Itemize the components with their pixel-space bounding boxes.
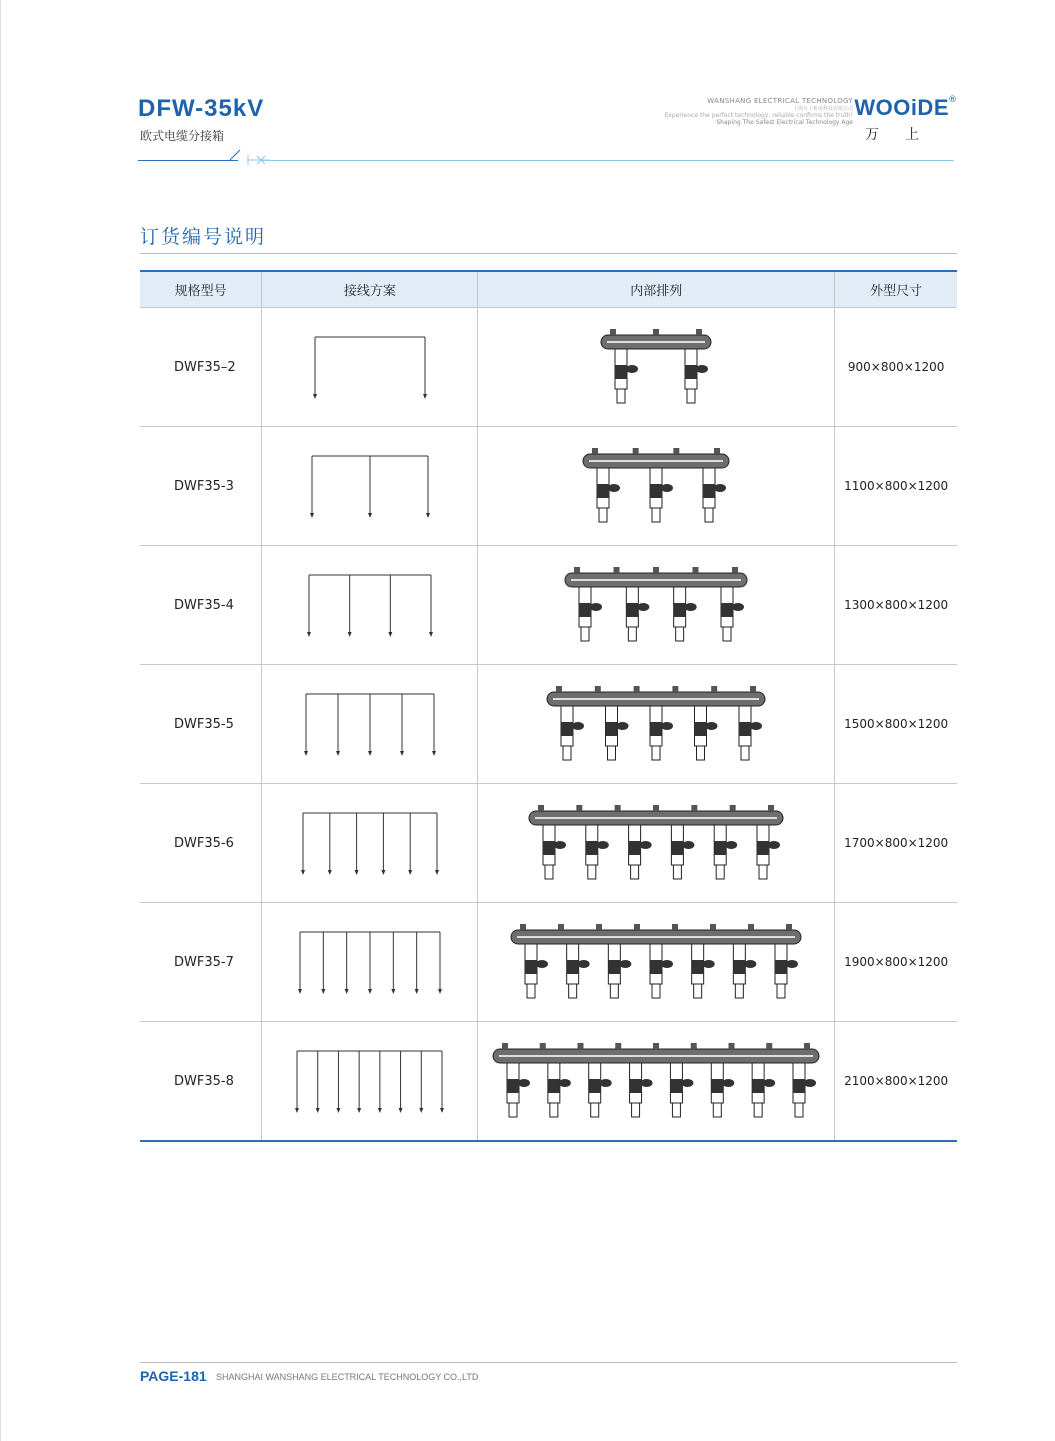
internal-layout-drawing [532, 674, 780, 774]
connector-sleeve [650, 960, 662, 974]
cable-end-shape [716, 865, 724, 879]
model-cell: DWF35–2 [140, 308, 262, 427]
slogan-2: Shaping The Safest Electrical Technology Age [716, 119, 853, 126]
busbar-clamp [674, 448, 680, 454]
arrester-shape [518, 1079, 530, 1087]
wiring-diagram [304, 565, 436, 645]
wiring-diagram [292, 1041, 447, 1121]
layout-cell [478, 546, 835, 665]
connector-sleeve [589, 1079, 601, 1093]
arrow-down-icon [400, 751, 404, 756]
cable-end-shape [795, 1103, 803, 1117]
company-name: SHANGHAI WANSHANG ELECTRICAL TECHNOLOGY CO.,LTD [216, 1372, 479, 1382]
busbar-clamp [634, 924, 640, 930]
wiring-diagram [298, 803, 442, 883]
connector-sleeve [752, 1079, 764, 1093]
arrester-shape [804, 1079, 816, 1087]
busbar-clamp [634, 686, 640, 692]
connector-sleeve [543, 841, 555, 855]
busbar-clamp [729, 1043, 735, 1049]
connector-sleeve [695, 722, 707, 736]
section-rule [140, 253, 957, 254]
wiring-cell [262, 308, 478, 427]
layout-cell [478, 308, 835, 427]
arrester-shape [597, 841, 609, 849]
cable-end-shape [629, 627, 637, 641]
internal-layout-drawing [514, 793, 798, 893]
connector-sleeve [507, 1079, 519, 1093]
connector-sleeve [525, 960, 537, 974]
table-row [140, 427, 957, 546]
connector-sleeve [579, 603, 591, 617]
layout-cell [478, 427, 835, 546]
connector-sleeve [685, 365, 697, 379]
arrow-down-icon [408, 870, 412, 875]
arrow-down-icon [429, 632, 433, 637]
busbar-clamp [653, 329, 659, 335]
cable-end-shape [617, 389, 625, 403]
model-cell: DWF35-5 [140, 665, 262, 784]
busbar-clamp [673, 686, 679, 692]
connector-sleeve [714, 841, 726, 855]
arrester-shape [768, 841, 780, 849]
busbar-clamp [578, 1043, 584, 1049]
connector-sleeve [609, 960, 621, 974]
arrester-shape [682, 1079, 694, 1087]
connector-sleeve [757, 841, 769, 855]
layout-cell [478, 903, 835, 1022]
busbar-clamp [767, 1043, 773, 1049]
arrow-down-icon [354, 870, 358, 875]
cable-end-shape [545, 865, 553, 879]
arrester-shape [750, 722, 762, 730]
dims-cell: 1700×800×1200 [835, 784, 957, 903]
cable-end-shape [714, 1103, 722, 1117]
busbar-clamp [653, 567, 659, 573]
cable-end-shape [736, 984, 744, 998]
table-row [140, 665, 957, 784]
arrester-shape [590, 603, 602, 611]
arrow-down-icon [368, 989, 372, 994]
connector-sleeve [793, 1079, 805, 1093]
model-cell: DWF35-3 [140, 427, 262, 546]
busbar-clamp [558, 924, 564, 930]
arrow-down-icon [316, 1108, 320, 1113]
brand-cn: 上海万上机电科技有限公司 [792, 106, 853, 112]
connector-sleeve [561, 722, 573, 736]
page-edge [0, 0, 1, 1441]
busbar-clamp [556, 686, 562, 692]
cable-end-shape [723, 627, 731, 641]
busbar-clamp [768, 805, 774, 811]
wiring-cell [262, 784, 478, 903]
busbar-clamp [577, 805, 583, 811]
arrester-shape [696, 365, 708, 373]
arrow-down-icon [310, 513, 314, 518]
cable-end-shape [591, 1103, 599, 1117]
connector-sleeve [721, 603, 733, 617]
cable-end-shape [569, 984, 577, 998]
wiring-cell [262, 903, 478, 1022]
arrester-shape [641, 1079, 653, 1087]
model-title: DFW-35kV [138, 95, 265, 122]
internal-layout-drawing [496, 912, 816, 1012]
cable-end-shape [608, 746, 616, 760]
dims-cell: 1500×800×1200 [835, 665, 957, 784]
arrester-shape [620, 960, 632, 968]
registered-mark: ® [948, 95, 957, 105]
arrow-down-icon [357, 1108, 361, 1113]
busbar-clamp [804, 1043, 810, 1049]
arrow-down-icon [381, 870, 385, 875]
order-code-table [140, 270, 957, 1142]
dims-cell: 900×800×1200 [835, 308, 957, 427]
connector-sleeve [627, 603, 639, 617]
arrester-shape [600, 1079, 612, 1087]
table-row [140, 308, 957, 427]
connector-sleeve [739, 722, 751, 736]
arrow-down-icon [432, 751, 436, 756]
busbar-clamp [750, 686, 756, 692]
header-rule-left [138, 160, 238, 161]
connector-sleeve [775, 960, 787, 974]
busbar-clamp [653, 805, 659, 811]
busbar-clamp [692, 805, 698, 811]
internal-layout-drawing [586, 317, 726, 417]
cable-end-shape [652, 984, 660, 998]
header-layout: 内部排列 [478, 271, 835, 308]
busbar-clamp [672, 924, 678, 930]
busbar-clamp [696, 329, 702, 335]
table-header-row [140, 271, 957, 308]
busbar-clamp [520, 924, 526, 930]
brand-logo: WOOiDE [854, 95, 949, 120]
busbar-clamp [730, 805, 736, 811]
busbar-clamp [592, 448, 598, 454]
cable-end-shape [599, 508, 607, 522]
connector-sleeve [630, 1079, 642, 1093]
internal-layout-drawing [550, 555, 762, 655]
arrester-shape [685, 603, 697, 611]
busbar-clamp [502, 1043, 508, 1049]
arrow-down-icon [368, 513, 372, 518]
wiring-cell [262, 1022, 478, 1142]
cable-end-shape [631, 865, 639, 879]
cable-end-shape [687, 389, 695, 403]
arrow-down-icon [391, 989, 395, 994]
connector-sleeve [606, 722, 618, 736]
dims-cell: 1300×800×1200 [835, 546, 957, 665]
cable-end-shape [563, 746, 571, 760]
brand-en: WANSHANG ELECTRICAL TECHNOLOGY [707, 97, 853, 105]
busbar-clamp [540, 1043, 546, 1049]
footer-rule [140, 1362, 957, 1363]
dims-cell: 1900×800×1200 [835, 903, 957, 1022]
arrow-down-icon [337, 1108, 341, 1113]
busbar-clamp [691, 1043, 697, 1049]
arrow-down-icon [426, 513, 430, 518]
wiring-diagram [307, 446, 433, 526]
arrester-shape [626, 365, 638, 373]
connector-sleeve [712, 1079, 724, 1093]
connector-sleeve [650, 484, 662, 498]
connector-sleeve [586, 841, 598, 855]
connector-sleeve [548, 1079, 560, 1093]
layout-cell [478, 1022, 835, 1142]
arrow-down-icon [435, 870, 439, 875]
connector-sleeve [703, 484, 715, 498]
wiring-cell [262, 546, 478, 665]
arrow-down-icon [414, 989, 418, 994]
connector-sleeve [734, 960, 746, 974]
arrow-down-icon [336, 751, 340, 756]
header-rule-right [262, 160, 954, 161]
cable-end-shape [697, 746, 705, 760]
connector-sleeve [672, 841, 684, 855]
cable-end-shape [694, 984, 702, 998]
model-cell: DWF35-6 [140, 784, 262, 903]
cable-end-shape [632, 1103, 640, 1117]
arrow-down-icon [420, 1108, 424, 1113]
connector-sleeve [629, 841, 641, 855]
cable-end-shape [754, 1103, 762, 1117]
arrow-down-icon [344, 989, 348, 994]
connector-sleeve [674, 603, 686, 617]
arrester-shape [661, 960, 673, 968]
cable-end-shape [588, 865, 596, 879]
arrow-down-icon [298, 989, 302, 994]
connector-sleeve [692, 960, 704, 974]
table-row [140, 784, 957, 903]
arrester-shape [661, 484, 673, 492]
busbar-clamp [616, 1043, 622, 1049]
slogan-1: Experience the perfect technology, reliable confirms the truth! [664, 112, 853, 119]
arrester-shape [536, 960, 548, 968]
cable-end-shape [741, 746, 749, 760]
arrester-shape [706, 722, 718, 730]
page-number: PAGE-181 [140, 1368, 207, 1384]
layout-cell [478, 784, 835, 903]
arrester-shape [714, 484, 726, 492]
arrester-shape [554, 841, 566, 849]
cable-end-shape [611, 984, 619, 998]
busbar-clamp [748, 924, 754, 930]
wiring-cell [262, 665, 478, 784]
arrester-shape [661, 722, 673, 730]
cable-end-shape [777, 984, 785, 998]
busbar-clamp [710, 924, 716, 930]
arrester-shape [572, 722, 584, 730]
arrow-down-icon [440, 1108, 444, 1113]
busbar-clamp [595, 686, 601, 692]
busbar-clamp [786, 924, 792, 930]
arrester-shape [786, 960, 798, 968]
cable-end-shape [652, 508, 660, 522]
internal-layout-drawing [568, 436, 744, 536]
cable-end-shape [676, 627, 684, 641]
busbar-clamp [614, 567, 620, 573]
arrow-down-icon [328, 870, 332, 875]
arrow-down-icon [388, 632, 392, 637]
cable-end-shape [581, 627, 589, 641]
cable-end-shape [509, 1103, 517, 1117]
arrow-down-icon [304, 751, 308, 756]
cable-end-shape [550, 1103, 558, 1117]
cable-end-shape [674, 865, 682, 879]
arrow-down-icon [399, 1108, 403, 1113]
arrester-shape [725, 841, 737, 849]
arrow-down-icon [301, 870, 305, 875]
header-wiring: 接线方案 [262, 271, 478, 308]
dims-cell: 1100×800×1200 [835, 427, 957, 546]
arrow-down-icon [321, 989, 325, 994]
arrester-shape [638, 603, 650, 611]
busbar-clamp [633, 448, 639, 454]
busbar-clamp [615, 805, 621, 811]
dims-cell: 2100×800×1200 [835, 1022, 957, 1142]
arrester-shape [578, 960, 590, 968]
connector-sleeve [567, 960, 579, 974]
arrester-shape [683, 841, 695, 849]
arrow-down-icon [307, 632, 311, 637]
arrow-down-icon [295, 1108, 299, 1113]
arrester-shape [703, 960, 715, 968]
arrester-shape [617, 722, 629, 730]
arrester-shape [608, 484, 620, 492]
switch-symbol-icon [230, 148, 270, 168]
connector-sleeve [650, 722, 662, 736]
arrow-down-icon [378, 1108, 382, 1113]
wiring-diagram [301, 684, 439, 764]
busbar-clamp [693, 567, 699, 573]
cable-end-shape [759, 865, 767, 879]
arrester-shape [732, 603, 744, 611]
arrow-down-icon [347, 632, 351, 637]
header-model: 规格型号 [140, 271, 262, 308]
arrester-shape [723, 1079, 735, 1087]
internal-layout-drawing [478, 1031, 834, 1131]
cable-end-shape [527, 984, 535, 998]
model-cell: DWF35-4 [140, 546, 262, 665]
cable-end-shape [705, 508, 713, 522]
table-row [140, 1022, 957, 1142]
wiring-diagram [295, 922, 445, 1002]
table-row [140, 546, 957, 665]
model-subtitle: 欧式电缆分接箱 [140, 129, 225, 143]
header-dims: 外型尺寸 [835, 271, 957, 308]
arrester-shape [559, 1079, 571, 1087]
arrester-shape [763, 1079, 775, 1087]
layout-cell [478, 665, 835, 784]
table-row [140, 903, 957, 1022]
cable-end-shape [652, 746, 660, 760]
arrester-shape [640, 841, 652, 849]
arrow-down-icon [423, 394, 427, 399]
busbar-clamp [596, 924, 602, 930]
connector-sleeve [615, 365, 627, 379]
arrester-shape [745, 960, 757, 968]
arrow-down-icon [368, 751, 372, 756]
section-title: 订货编号说明 [140, 226, 267, 248]
cable-end-shape [673, 1103, 681, 1117]
busbar-clamp [574, 567, 580, 573]
busbar-clamp [538, 805, 544, 811]
brand-text-block [665, 97, 853, 126]
busbar-clamp [711, 686, 717, 692]
busbar-clamp [653, 1043, 659, 1049]
wiring-diagram [310, 327, 430, 407]
model-cell: DWF35-8 [140, 1022, 262, 1142]
model-cell: DWF35-7 [140, 903, 262, 1022]
busbar-clamp [732, 567, 738, 573]
busbar-clamp [714, 448, 720, 454]
busbar-clamp [610, 329, 616, 335]
connector-sleeve [597, 484, 609, 498]
arrow-down-icon [313, 394, 317, 399]
wiring-cell [262, 427, 478, 546]
arrow-down-icon [438, 989, 442, 994]
brand-logo-cn: 万上 [865, 127, 945, 143]
connector-sleeve [671, 1079, 683, 1093]
